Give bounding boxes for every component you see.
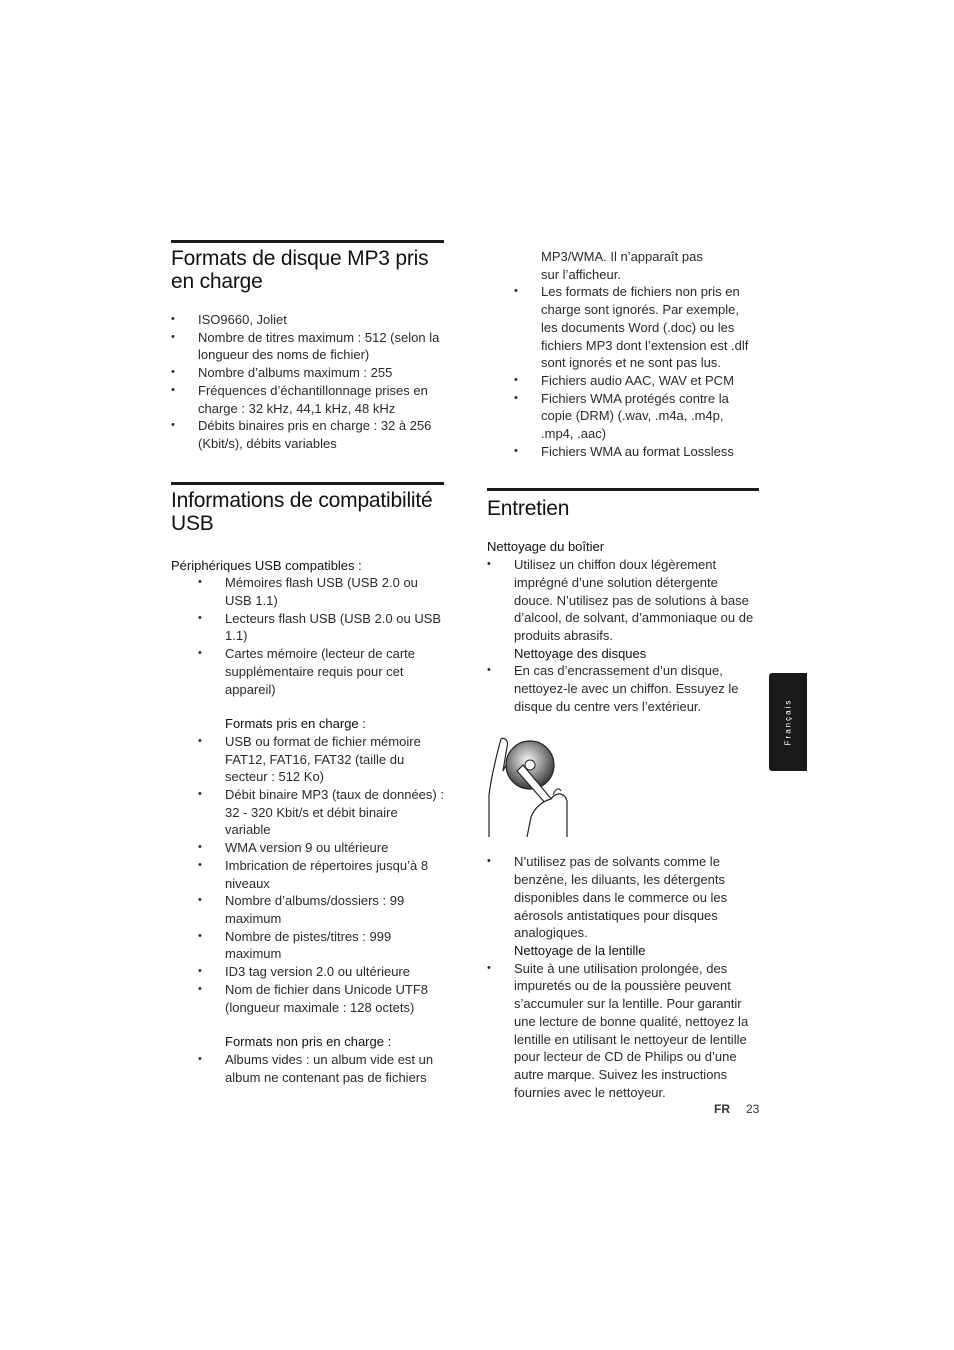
list-continuation: MP3/WMA. Il n’apparaît pas sur l’afficheur. bbox=[541, 249, 703, 282]
list-item: • Imbrication de répertoires jusqu’à 8 niveaux bbox=[171, 857, 444, 892]
disc-cleaning-label: Nettoyage des disques bbox=[514, 645, 647, 661]
usb-devices-label: Périphériques USB compatibles : bbox=[171, 557, 362, 573]
formats-label: Formats pris en charge : bbox=[225, 716, 366, 732]
list-item: • En cas d’encrassement d’un disque, nettoyez-le avec un chiffon. Essuyez le disque du centre vers l’extérieur. bbox=[487, 662, 759, 715]
list-item: • Fichiers WMA au format Lossless bbox=[487, 443, 759, 461]
list-item: • Nombre d’albums maximum : 255 bbox=[171, 364, 444, 382]
disc-cleaning-illustration bbox=[487, 731, 759, 841]
list-item: • USB ou format de fichier mémoire FAT12, FAT16, FAT32 (taille du secteur : 512 Ko) bbox=[171, 733, 444, 786]
title-line: Informations de compatibilité bbox=[171, 488, 433, 512]
list-item: • Lecteurs flash USB (USB 2.0 ou USB 1.1) bbox=[171, 610, 444, 645]
section-rule bbox=[487, 488, 759, 491]
formats-list bbox=[171, 733, 444, 1016]
list-item: • Les formats de fichiers non pris en charge sont ignorés. Par exemple, les documents Word (.doc) ou les fichiers MP3 dont l’extension est .dlf sont ignorés et ne sont pas lus. bbox=[487, 283, 759, 372]
list-item: • Nombre de pistes/titres : 999 maximum bbox=[171, 928, 444, 963]
unsupported-more-list bbox=[487, 283, 759, 460]
left-column bbox=[171, 240, 444, 1086]
title-line: Formats de disque MP3 pris bbox=[171, 247, 429, 270]
section-title-maintenance: Entretien bbox=[487, 497, 570, 521]
lens-cleaning-label: Nettoyage de la lentille bbox=[514, 942, 646, 958]
case-cleaning-label: Nettoyage du boîtier bbox=[487, 539, 605, 555]
section-title-usb-compat bbox=[171, 489, 444, 535]
list-item: • Albums vides : un album vide est un album ne contenant pas de fichiers bbox=[171, 1051, 444, 1086]
language-tab-label: Français bbox=[783, 698, 793, 746]
section-rule bbox=[171, 482, 444, 485]
right-column bbox=[487, 248, 759, 1101]
mp3-formats-list bbox=[171, 311, 444, 453]
page-footer bbox=[714, 1102, 759, 1116]
list-item: • Nom de fichier dans Unicode UTF8 (longueur maximale : 128 octets) bbox=[171, 981, 444, 1016]
lens-cleaning-list bbox=[487, 960, 759, 1102]
unsupported-list bbox=[171, 1051, 444, 1086]
section-rule bbox=[171, 240, 444, 243]
list-item: • Utilisez un chiffon doux légèrement imprégné d’une solution détergente douce. N’utilisez pas de solutions à base d’alcool, de solvant, d’ammoniaque ou de produits abrasifs. bbox=[487, 556, 759, 645]
list-item: • WMA version 9 ou ultérieure bbox=[171, 839, 444, 857]
list-item: • Cartes mémoire (lecteur de carte supplémentaire requis pour cet appareil) bbox=[171, 645, 444, 698]
title-line: en charge bbox=[171, 270, 263, 293]
list-item: • Suite à une utilisation prolongée, des impuretés ou de la poussière peuvent s’accumuler sur la lentille. Pour garantir une lecture de bonne qualité, nettoyez la lentille en utilisant le nettoyeur de lentille pour lecteur de CD de Philips ou d’une autre marque. Suivez les instructions fournies avec le nettoyeur. bbox=[487, 960, 759, 1102]
usb-devices-list bbox=[171, 574, 444, 698]
disc-wipe-icon bbox=[487, 731, 569, 839]
list-item: • ID3 tag version 2.0 ou ultérieure bbox=[171, 963, 444, 981]
list-item: • Fichiers audio AAC, WAV et PCM bbox=[487, 372, 759, 390]
disc-cleaning-list bbox=[487, 662, 759, 715]
section-title-mp3-formats bbox=[171, 247, 444, 293]
list-item: • Fichiers WMA protégés contre la copie (DRM) (.wav, .m4a, .m4p, .mp4, .aac) bbox=[487, 390, 759, 443]
list-item: • Mémoires flash USB (USB 2.0 ou USB 1.1) bbox=[171, 574, 444, 609]
footer-language: FR bbox=[714, 1102, 730, 1116]
list-item: • Débits binaires pris en charge : 32 à 256 (Kbit/s), débits variables bbox=[171, 417, 444, 452]
list-item: • N’utilisez pas de solvants comme le benzène, les diluants, les détergents disponibles dans le commerce ou les aérosols antistatiques pour disques analogiques. bbox=[487, 853, 759, 942]
solvent-list bbox=[487, 853, 759, 942]
case-cleaning-list bbox=[487, 556, 759, 645]
list-item: • Débit binaire MP3 (taux de données) : 32 - 320 Kbit/s et débit binaire variable bbox=[171, 786, 444, 839]
list-item: • Nombre de titres maximum : 512 (selon la longueur des noms de fichier) bbox=[171, 329, 444, 364]
unsupported-label: Formats non pris en charge : bbox=[225, 1034, 392, 1050]
language-side-tab bbox=[769, 673, 807, 771]
list-item: • Nombre d’albums/dossiers : 99 maximum bbox=[171, 892, 444, 927]
title-line: USB bbox=[171, 511, 214, 535]
list-item: • ISO9660, Joliet bbox=[171, 311, 444, 329]
page-number: 23 bbox=[746, 1102, 760, 1116]
list-item: • Fréquences d’échantillonnage prises en charge : 32 kHz, 44,1 kHz, 48 kHz bbox=[171, 382, 444, 417]
